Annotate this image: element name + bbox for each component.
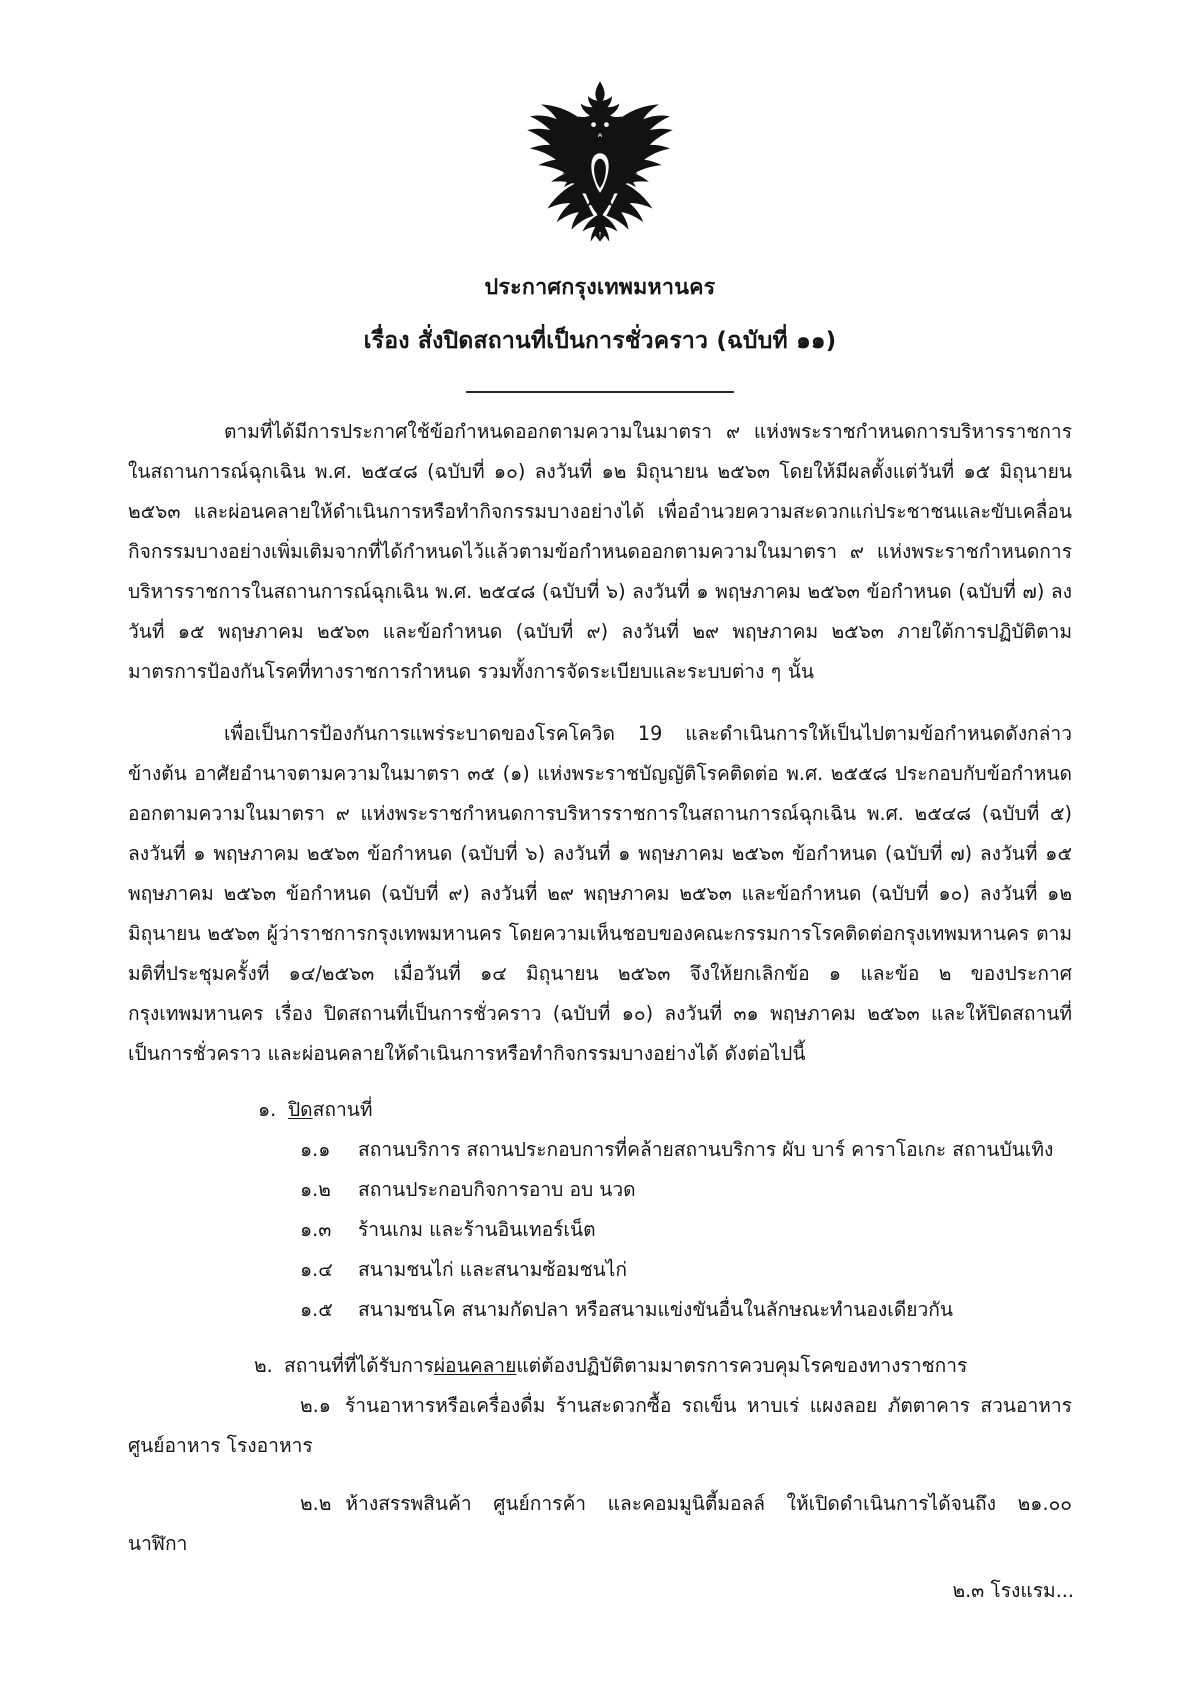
section-2-heading — [128, 1346, 1072, 1386]
section-2-heading-prefix: สถานที่ที่ได้รับการ — [284, 1354, 434, 1377]
list-item — [128, 1484, 1072, 1564]
section-2 — [128, 1346, 1072, 1564]
item-text-1-1: สถานบริการ สถานประกอบการที่คล้ายสถานบริการ ผับ บาร์ คาราโอเกะ สถานบันเทิง — [358, 1138, 1054, 1161]
page-title: ประกาศกรุงเทพมหานคร — [484, 275, 716, 300]
list-item — [128, 1386, 1072, 1466]
item-text-1-4: สนามชนไก่ และสนามซ้อมชนไก่ — [358, 1258, 628, 1281]
continuation-note: ๒.๓ โรงแรม... — [952, 1579, 1074, 1602]
item-number-1-5: ๑.๕ — [300, 1298, 333, 1321]
paragraph-1: ตามที่ได้มีการประกาศใช้ข้อกำหนดออกตามความในมาตรา ๙ แห่งพระราชกำหนดการบริหารราชการในสถานการณ์ฉุกเฉิน พ.ศ. ๒๕๔๘ (ฉบับที่ ๑๐) ลงวันที่ ๑๒ มิถุนายน ๒๕๖๓ โดยให้มีผลตั้งแต่วันที่ ๑๕ มิถุนายน ๒๕๖๓ และผ่อนคลายให้ดำเนินการหรือทำกิจกรรมบางอย่างได้ เพื่ออำนวยความสะดวกแก่ประชาชนและขับเคลื่อนกิจกรรมบางอย่างเพิ่มเติมจากที่ได้กำหนดไว้แล้วตามข้อกำหนดออกตามความในมาตรา ๙ แห่งพระราชกำหนดการบริหารราชการในสถานการณ์ฉุกเฉิน พ.ศ. ๒๕๔๘ (ฉบับที่ ๖) ลงวันที่ ๑ พฤษภาคม ๒๕๖๓ ข้อกำหนด (ฉบับที่ ๗) ลงวันที่ ๑๕ พฤษภาคม ๒๕๖๓ และข้อกำหนด (ฉบับที่ ๙) ลงวันที่ ๒๙ พฤษภาคม ๒๕๖๓ ภายใต้การปฏิบัติตามมาตรการป้องกันโรคที่ทางราชการกำหนด รวมทั้งการจัดระเบียบและระบบต่าง ๆ นั้น — [128, 420, 1072, 683]
list-item — [128, 1210, 1072, 1250]
item-number-1-1: ๑.๑ — [300, 1138, 331, 1161]
item-text-2-2: ห้างสรรพสินค้า ศูนย์การค้า และคอมมูนิตี้มอลล์ ให้เปิดดำเนินการได้จนถึง ๒๑.๐๐ นาฬิกา — [128, 1492, 1072, 1555]
section-2-heading-underlined: ผ่อนคลาย — [433, 1354, 517, 1377]
document-body — [128, 412, 1072, 1564]
document-heading — [0, 272, 1200, 393]
section-1-heading-text — [288, 1090, 1072, 1130]
horizontal-rule — [466, 391, 734, 393]
item-number-2-1: ๒.๑ — [300, 1394, 331, 1417]
list-item — [128, 1250, 1072, 1290]
section-2-heading-rest: แต่ต้องปฏิบัติตามมาตรการควบคุมโรคของทางราชการ — [516, 1354, 968, 1377]
garuda-emblem — [505, 74, 695, 249]
item-text-1-5: สนามชนโค สนามกัดปลา หรือสนามแข่งขันอื่นในลักษณะทำนองเดียวกัน — [358, 1298, 954, 1321]
list-item — [128, 1290, 1072, 1330]
paragraph-2: เพื่อเป็นการป้องกันการแพร่ระบาดของโรคโควิด 19 และดำเนินการให้เป็นไปตามข้อกำหนดดังกล่าวข้างต้น อาศัยอำนาจตามความในมาตรา ๓๕ (๑) แห่งพระราชบัญญัติโรคติดต่อ พ.ศ. ๒๕๕๘ ประกอบกับข้อกำหนดออกตามความในมาตรา ๙ แห่งพระราชกำหนดการบริหารราชการในสถานการณ์ฉุกเฉิน พ.ศ. ๒๕๔๘ (ฉบับที่ ๕) ลงวันที่ ๑ พฤษภาคม ๒๕๖๓ ข้อกำหนด (ฉบับที่ ๖) ลงวันที่ ๑ พฤษภาคม ๒๕๖๓ ข้อกำหนด (ฉบับที่ ๗) ลงวันที่ ๑๕ พฤษภาคม ๒๕๖๓ ข้อกำหนด (ฉบับที่ ๙) ลงวันที่ ๒๙ พฤษภาคม ๒๕๖๓ และข้อกำหนด (ฉบับที่ ๑๐) ลงวันที่ ๑๒ มิถุนายน ๒๕๖๓ ผู้ว่าราชการกรุงเทพมหานคร โดยความเห็นชอบของคณะกรรมการโรคติดต่อกรุงเทพมหานคร ตามมติที่ประชุมครั้งที่ ๑๔/๒๕๖๓ เมื่อวันที่ ๑๔ มิถุนายน ๒๕๖๓ จึงให้ยกเลิกข้อ ๑ และข้อ ๒ ของประกาศกรุงเทพมหานคร เรื่อง ปิดสถานที่เป็นการชั่วคราว (ฉบับที่ ๑๐) ลงวันที่ ๓๑ พฤษภาคม ๒๕๖๓ และให้ปิดสถานที่เป็นการชั่วคราว และผ่อนคลายให้ดำเนินการหรือทำกิจกรรมบางอย่างได้ ดังต่อไปนี้ — [128, 722, 1072, 1065]
item-text-1-3: ร้านเกม และร้านอินเทอร์เน็ต — [358, 1218, 596, 1241]
item-text-2-1: ร้านอาหารหรือเครื่องดื่ม ร้านสะดวกซื้อ รถเข็น หาบเร่ แผงลอย ภัตตาคาร สวนอาหาร ศูนย์อาหาร โรงอาหาร — [128, 1394, 1072, 1457]
section-2-heading-text — [284, 1346, 1072, 1386]
section-1-heading-rest: สถานที่ — [312, 1098, 373, 1121]
item-number-1-3: ๑.๓ — [300, 1218, 332, 1241]
item-text-1-2: สถานประกอบกิจการอาบ อบ นวด — [358, 1178, 636, 1201]
divider-container — [0, 391, 1200, 393]
item-number-1-2: ๑.๒ — [300, 1178, 331, 1201]
section-2-number: ๒. — [254, 1354, 273, 1377]
list-item — [128, 1170, 1072, 1210]
list-item — [128, 1130, 1072, 1170]
emblem-container — [0, 74, 1200, 249]
section-1-heading — [128, 1090, 1072, 1130]
section-1 — [128, 1090, 1072, 1330]
section-1-number: ๑. — [258, 1098, 277, 1121]
item-number-2-2: ๒.๒ — [300, 1492, 332, 1515]
item-number-1-4: ๑.๔ — [300, 1258, 333, 1281]
section-1-heading-underlined: ปิด — [288, 1098, 313, 1121]
page-subtitle: เรื่อง สั่งปิดสถานที่เป็นการชั่วคราว (ฉบับที่ ๑๑) — [363, 328, 837, 355]
